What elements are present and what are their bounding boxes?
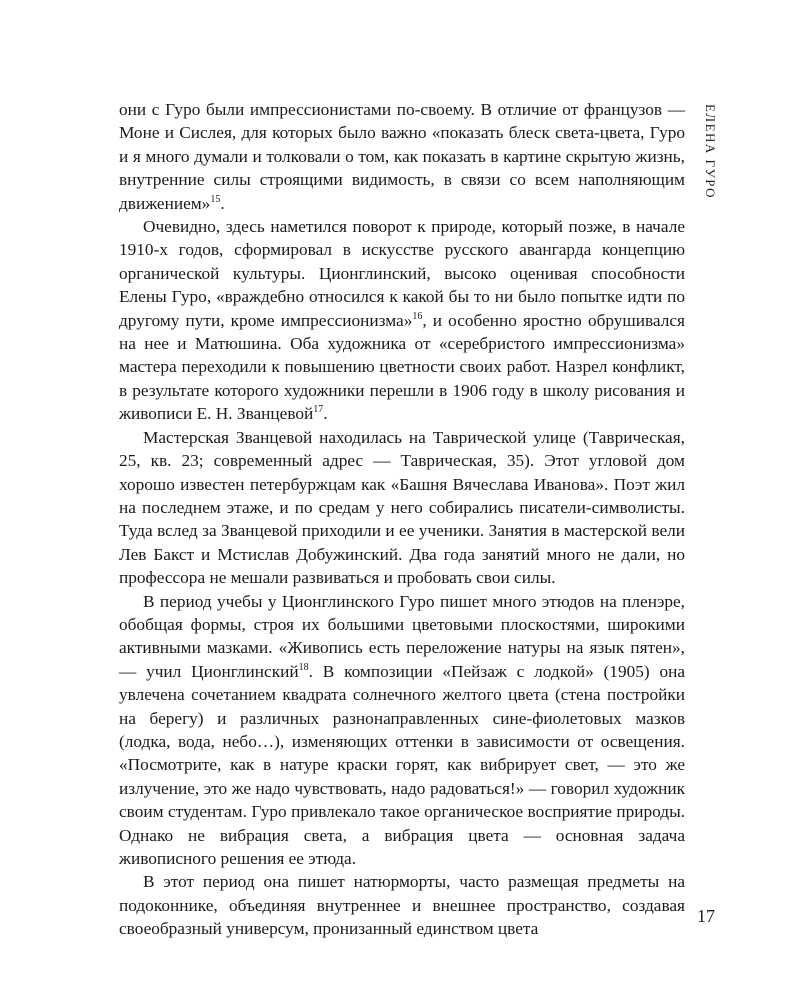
text-run: . xyxy=(220,193,225,213)
paragraph-5 xyxy=(119,870,685,940)
paragraph-3 xyxy=(119,426,685,590)
footnote-ref-15[interactable]: 15 xyxy=(210,193,221,205)
text-run: В период учебы у Ционглинского Гуро пишет много этюдов на пленэре, обобщая формы, строя их большими цветовыми плоскостями, широкими активными мазками. «Живопись есть переложение натуры на язык пятен», — учил Ционглинский xyxy=(119,591,685,681)
main-text xyxy=(119,98,685,941)
footnote-ref-18[interactable]: 18 xyxy=(298,661,309,673)
text-run: Очевидно, здесь наметился поворот к природе, который позже, в начале 1910-х годов, сформировал в искусстве русского авангарда концепцию органической культуры. Ционглинский, высоко оценивая способности Елены Гуро, «враждебно относился к какой бы то ни было попытке идти по другому пути, кроме импрессионизма» xyxy=(119,217,685,330)
text-run: . xyxy=(323,404,328,424)
text-run: . В композиции «Пейзаж с лодкой» (1905) она увлечена сочетанием квадрата солнечного желтого цвета (стена постройки на берегу) и различных разнонаправленных сине-фиолетовых мазков (лодка, вода, небо…), изменяющих оттенки в зависимости от освещения. «Посмотрите, как в натуре краски горят, как вибрирует свет, — это же излучение, это же надо чувствовать, надо радоваться!» — говорил художник своим студентам. Гуро привлекало такое органическое восприятие природы. Однако не вибрация света, а вибрация цвета — основная задача живописного решения ее этюда. xyxy=(119,661,685,868)
running-head: ЕЛЕНА ГУРО xyxy=(703,104,718,200)
page-number: 17 xyxy=(697,906,715,926)
text-run: , и особенно яростно обрушивался на нее и Матюшина. Оба художника от «серебристого импрессионизма» мастера переходили к повышению цветности своих работ. Назрел конфликт, в результате которого художники перешли в 1906 году в школу рисования и живописи Е. Н. Званцевой xyxy=(119,310,685,424)
footnote-ref-17[interactable]: 17 xyxy=(313,404,324,416)
paragraph-2 xyxy=(119,215,685,426)
text-run: Мастерская Званцевой находилась на Таврической улице (Таврическая, 25, кв. 23; современный адрес — Таврическая, 35). Этот угловой дом хорошо известен петербуржцам как «Башня Вячеслава Иванова». Поэт жил на последнем этаже, и по средам у него собирались писатели-символисты. Туда вслед за Званцевой приходили и ее ученики. Занятия в мастерской вели Лев Бакст и Мстислав Добужинский. Два года занятий много не дали, но профессора не мешали развиваться и пробовать свои силы. xyxy=(119,427,685,588)
text-run: В этот период она пишет натюрморты, часто размещая предметы на подоконнике, объединяя внутреннее и внешнее пространство, создавая своеобразный универсум, пронизанный единством цвета xyxy=(119,872,685,939)
footnote-ref-16[interactable]: 16 xyxy=(412,310,423,322)
text-run: они с Гуро были импрессионистами по-своему. В отличие от французов — Моне и Сислея, для которых было важно «показать блеск света-цвета, Гуро и я много думали и толковали о том, как показать в картине скрытую жизнь, внутренние силы строящими видимость, в связи со всем наполняющим движением» xyxy=(119,100,685,213)
paragraph-4 xyxy=(119,590,685,871)
paragraph-1 xyxy=(119,98,685,215)
